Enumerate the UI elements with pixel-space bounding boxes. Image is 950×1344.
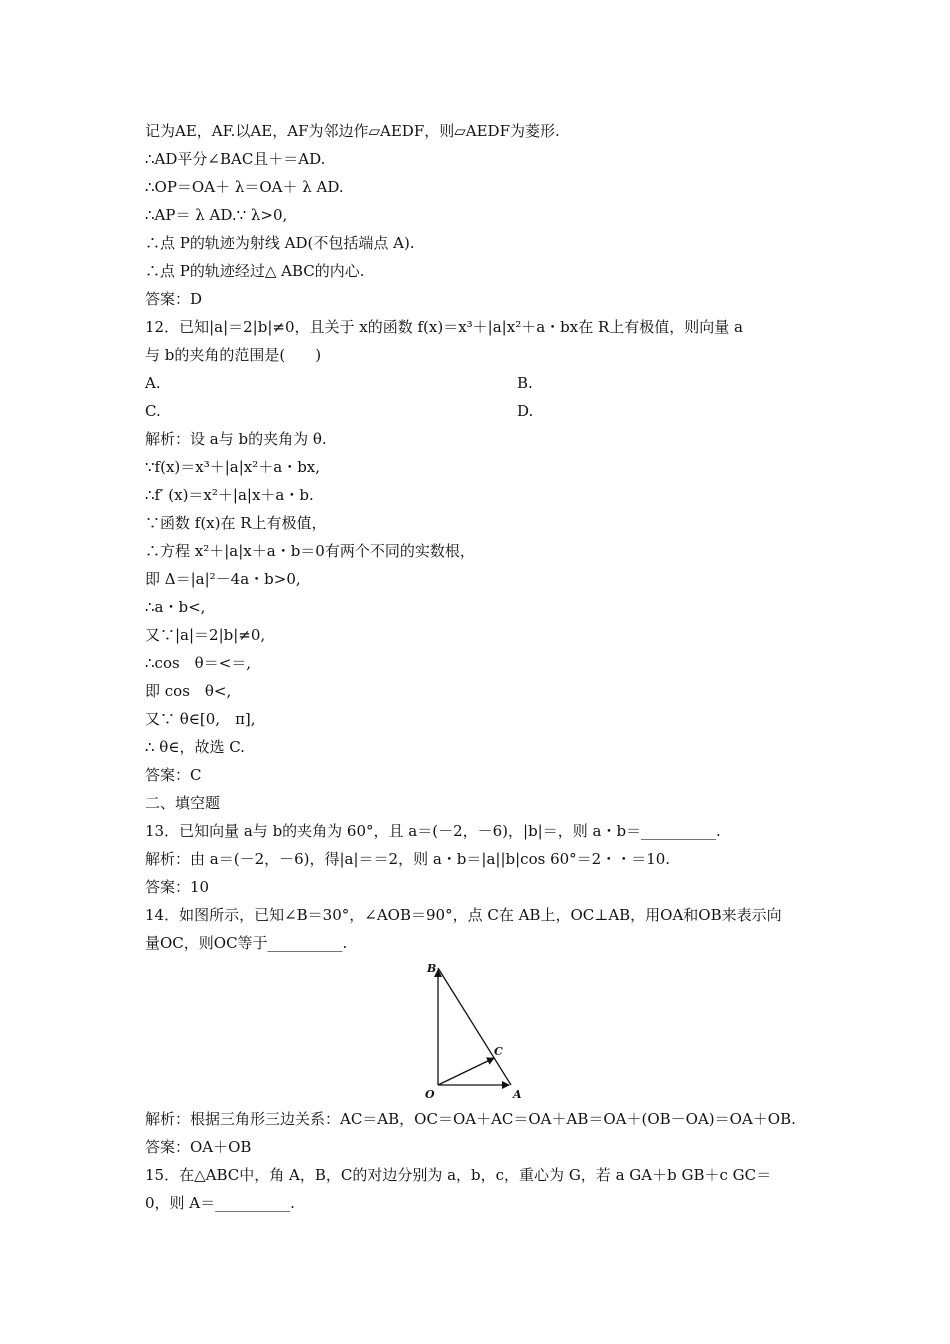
text-line: ∴AP＝ λ AD.∵ λ>0, [145,206,288,224]
section-heading: 二、填空题 [145,794,221,812]
text-line: 解析：设 a与 b的夹角为 θ. [145,430,327,448]
answer-line: 答案：10 [145,878,210,896]
text-line: ∵函数 f(x)在 R上有极值， [145,514,327,532]
text-line: 即 Δ＝|a|²－4a・b>0, [145,570,301,588]
question-15: 15．在△ABC中，角 A，B，C的对边分别为 a，b，c，重心为 G，若 a GA＋b GB＋c GC＝ [145,1166,772,1184]
question-14: 14．如图所示，已知∠B＝30°，∠AOB＝90°，点 C在 AB上，OC⊥AB，用OA和OB来表示向 [145,906,782,924]
option-c: C. [145,402,161,420]
text-line: ∴点 P的轨迹经过△ ABC的内心. [145,262,365,280]
text-line: 又∵ θ∈[0, π], [145,710,256,728]
option-a: A. [145,374,161,392]
label-o: O [425,1088,435,1101]
text-line: 解析：根据三角形三边关系：AC＝AB，OC＝OA＋AC＝OA＋AB＝OA＋(OB－OA)＝OA＋OB. [145,1110,796,1128]
text-line: ∴AD平分∠BAC且＋＝AD. [145,150,326,168]
text-line: ∴a・b<, [145,598,206,616]
answer-line: 答案：OA＋OB [145,1138,252,1156]
question-13: 13．已知向量 a与 b的夹角为 60°，且 a＝(－2，－6)，|b|＝，则 a・b＝__________. [145,822,721,840]
question-12: 12．已知|a|＝2|b|≠0，且关于 x的函数 f(x)＝x³＋|a|x²＋a・bx在 R上有极值，则向量 a [145,318,743,336]
text-line: ∴点 P的轨迹为射线 AD(不包括端点 A). [145,234,415,252]
text-line: 即 cos θ<, [145,682,232,700]
answer-line: 答案：C [145,766,202,784]
text-line: ∴方程 x²＋|a|x＋a・b＝0有两个不同的实数根， [145,542,475,560]
triangle-figure [420,958,535,1104]
vector-oc [438,1058,494,1085]
question-14-cont: 量OC，则OC等于__________. [145,934,348,952]
label-a: A [513,1088,522,1101]
text-line: ∴OP＝OA＋ λ＝OA＋ λ AD. [145,178,344,196]
text-line: ∴ θ∈，故选 C. [145,738,245,756]
text-line: 又∵|a|＝2|b|≠0, [145,626,266,644]
question-12-cont: 与 b的夹角的范围是( ) [145,346,322,364]
option-d: D. [517,402,534,420]
text-line: ∴f′ (x)＝x²＋|a|x＋a・b. [145,486,314,504]
label-b: B [427,962,437,975]
question-15-cont: 0，则 A＝__________. [145,1194,295,1212]
answer-line: 答案：D [145,290,203,308]
text-line: 记为AE，AF.以AE，AF为邻边作▱AEDF，则▱AEDF为菱形. [145,122,560,140]
text-line: ∵f(x)＝x³＋|a|x²＋a・bx, [145,458,321,476]
text-line: 解析：由 a＝(－2，－6)，得|a|＝＝2，则 a・b＝|a||b|cos 60°＝2・・＝10. [145,850,671,868]
text-line: ∴cos θ＝<＝, [145,654,252,672]
option-b: B. [517,374,533,392]
label-c: C [494,1045,503,1058]
